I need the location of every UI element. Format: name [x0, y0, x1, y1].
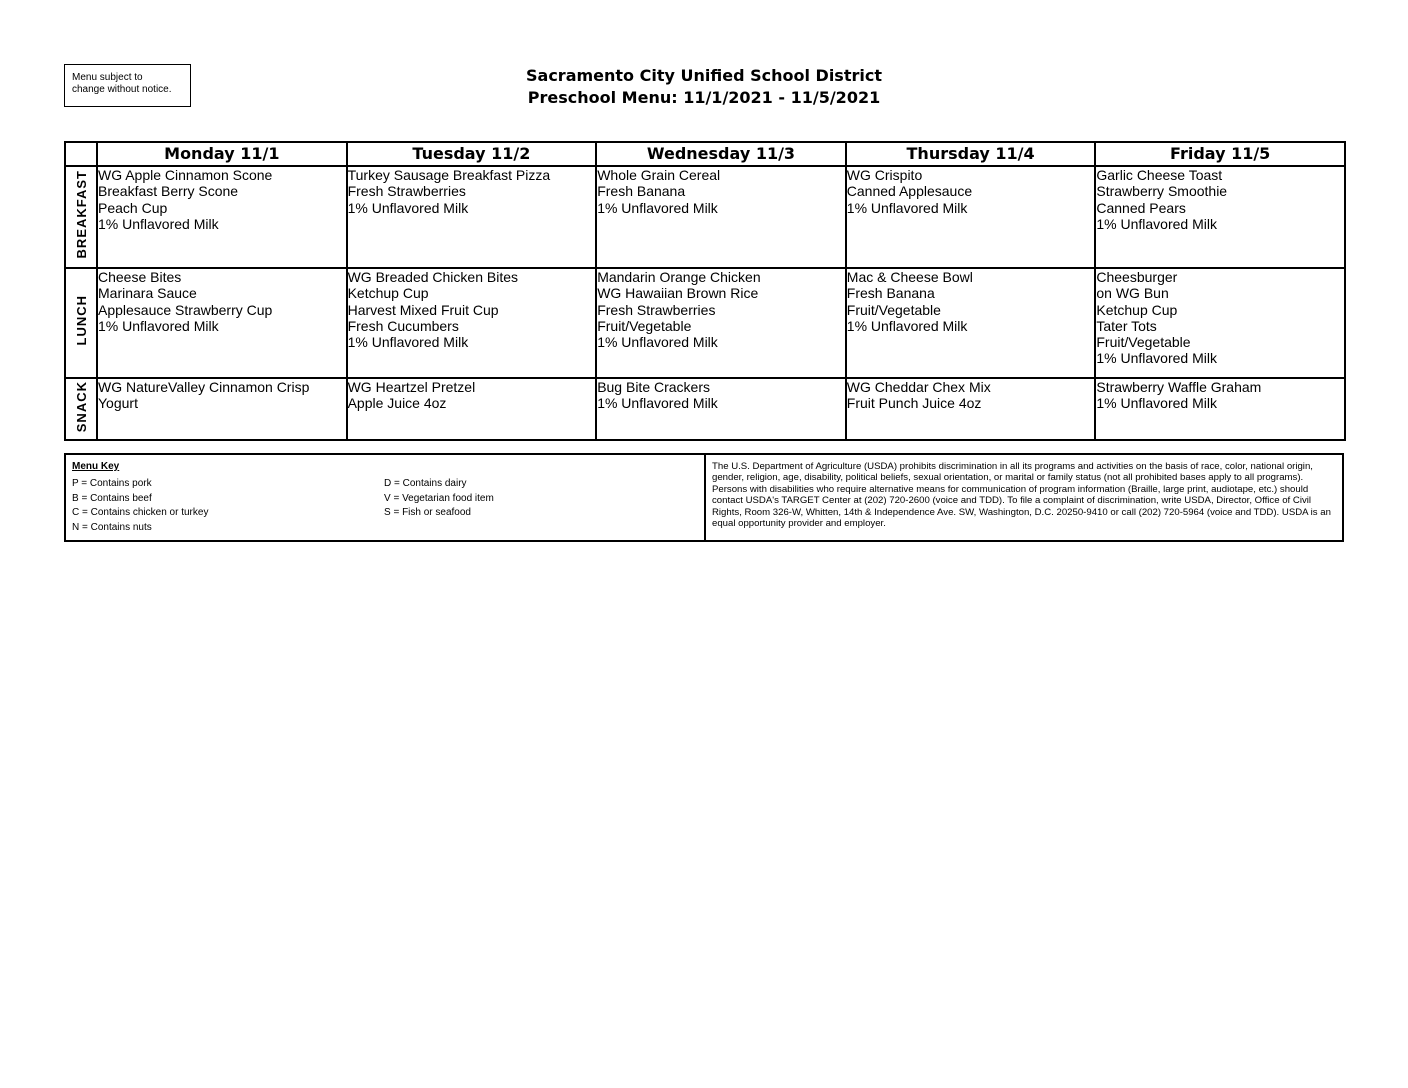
lunch-monday-cell [97, 268, 347, 378]
menu-item: Canned Pears [1096, 199, 1186, 216]
menu-item: Peach Cup [98, 199, 168, 216]
menu-item: 1% Unflavored Milk [846, 317, 968, 334]
menu-key [66, 455, 706, 540]
meal-label-cell [65, 378, 97, 440]
menu-item: Ketchup Cup [1096, 301, 1178, 318]
menu-item: 1% Unflavored Milk [98, 215, 219, 232]
menu-item: 1% Unflavored Milk [1096, 395, 1217, 412]
menu-item: Applesauce Strawberry Cup [98, 301, 273, 318]
menu-item: 1% Unflavored Milk [1096, 215, 1217, 232]
meal-label: LUNCH [73, 295, 89, 346]
menu-item: WG Cheddar Chex Mix [846, 379, 991, 395]
menu-key-entry: V = Vegetarian food item [384, 492, 494, 504]
menu-item: 1% Unflavored Milk [846, 199, 968, 216]
menu-item: WG Apple Cinnamon Scone [98, 167, 273, 183]
menu-item: Marinara Sauce [98, 285, 197, 302]
weekly-menu-table [64, 141, 1346, 441]
menu-item: Strawberry Waffle Graham [1096, 379, 1262, 395]
menu-item: Harvest Mixed Fruit Cup [347, 301, 499, 318]
menu-item: Tater Tots [1096, 317, 1157, 334]
meal-row-snack [65, 378, 1345, 440]
menu-item: Cheese Bites [98, 269, 182, 285]
menu-item: Fresh Banana [846, 285, 935, 302]
usda-nondiscrimination-statement: The U.S. Department of Agriculture (USDA) prohibits discrimination in all its programs and activities on the basis of race, color, national origin, gender, religion, age, disability, political beliefs, sexual orientation, or marital or family status (not all prohibited bases apply to all programs). Persons with disabilities who require alternative means for communication of program information (Braille, large print, audiotape, etc.) should contact USDA's TARGET Center at (202) 720-2600 (voice and TDD). To file a complaint of discrimination, write USDA, Director, Office of Civil Rights, Room 326-W, Whitten, 14th & Independence Ave. SW, Washington, D.C. 20250-9410 or call (202) 720-5964 (voice and TDD). USDA is an equal opportunity provider and employer. [712, 461, 1331, 530]
day-header-row [65, 142, 1345, 166]
menu-key-entry: B = Contains beef [72, 492, 152, 504]
notice-line-1: Menu subject to [72, 72, 143, 83]
menu-item: 1% Unflavored Milk [347, 334, 469, 351]
menu-item: Turkey Sausage Breakfast Pizza [347, 167, 551, 183]
menu-item: WG Heartzel Pretzel [347, 379, 476, 395]
menu-item: Fruit/Vegetable [1096, 334, 1191, 351]
menu-item: WG Hawaiian Brown Rice [597, 285, 759, 302]
menu-key-entry: C = Contains chicken or turkey [72, 507, 209, 519]
snack-wednesday-cell [596, 378, 846, 440]
day-header-thursday: Thursday 11/4 [846, 142, 1096, 166]
snack-friday-cell [1095, 378, 1345, 440]
lunch-tuesday-cell [347, 268, 597, 378]
notice-line-2: change without notice. [72, 84, 172, 95]
corner-cell [65, 142, 97, 166]
menu-item: Whole Grain Cereal [597, 167, 721, 183]
lunch-friday-cell [1095, 268, 1345, 378]
breakfast-friday-cell [1095, 166, 1345, 268]
menu-key-entry: S = Fish or seafood [384, 507, 471, 519]
menu-item: Ketchup Cup [347, 285, 429, 302]
menu-item: Fresh Banana [597, 183, 686, 200]
menu-item: Bug Bite Crackers [597, 379, 711, 395]
meal-row-breakfast [65, 166, 1345, 268]
menu-item: Canned Applesauce [846, 183, 973, 200]
snack-monday-cell [97, 378, 347, 440]
menu-item: Mac & Cheese Bowl [846, 269, 973, 285]
menu-item: on WG Bun [1096, 285, 1169, 302]
breakfast-tuesday-cell [347, 166, 597, 268]
menu-item: Fruit Punch Juice 4oz [846, 395, 982, 412]
meal-label: BREAKFAST [73, 170, 89, 259]
menu-item: Yogurt [98, 395, 138, 412]
menu-item: 1% Unflavored Milk [597, 334, 718, 351]
menu-item: Garlic Cheese Toast [1096, 167, 1223, 183]
menu-item: 1% Unflavored Milk [98, 317, 219, 334]
day-header-monday: Monday 11/1 [97, 142, 347, 166]
menu-key-column-1 [72, 477, 208, 536]
meal-row-lunch [65, 268, 1345, 378]
day-header-wednesday: Wednesday 11/3 [596, 142, 846, 166]
breakfast-thursday-cell [846, 166, 1096, 268]
menu-item: Breakfast Berry Scone [98, 183, 239, 200]
menu-item: WG Breaded Chicken Bites [347, 269, 518, 285]
menu-key-title: Menu Key [72, 461, 120, 472]
menu-item: Fruit/Vegetable [846, 301, 941, 318]
menu-item: Mandarin Orange Chicken [597, 269, 761, 285]
menu-item: Fresh Strawberries [597, 301, 716, 318]
day-header-tuesday: Tuesday 11/2 [347, 142, 597, 166]
menu-item: Apple Juice 4oz [347, 395, 447, 412]
menu-item: Cheesburger [1096, 269, 1178, 285]
breakfast-monday-cell [97, 166, 347, 268]
day-header-friday: Friday 11/5 [1095, 142, 1345, 166]
menu-item: 1% Unflavored Milk [1096, 350, 1217, 367]
menu-title: Preschool Menu: 11/1/2021 - 11/5/2021 [527, 88, 881, 107]
menu-key-entry: D = Contains dairy [384, 478, 467, 489]
menu-key-entry: N = Contains nuts [72, 522, 152, 534]
menu-item: Fresh Cucumbers [347, 317, 459, 334]
breakfast-wednesday-cell [596, 166, 846, 268]
menu-item: 1% Unflavored Milk [597, 199, 718, 216]
menu-item: WG NatureValley Cinnamon Crisp [98, 379, 310, 395]
menu-item: Fresh Strawberries [347, 183, 466, 200]
menu-item: Fruit/Vegetable [597, 317, 692, 334]
snack-tuesday-cell [347, 378, 597, 440]
footer-panel [64, 453, 1344, 542]
district-title: Sacramento City Unified School District [526, 66, 882, 85]
meal-label: SNACK [73, 380, 89, 433]
menu-item: 1% Unflavored Milk [597, 395, 718, 412]
snack-thursday-cell [846, 378, 1096, 440]
menu-item: Strawberry Smoothie [1096, 183, 1228, 200]
menu-key-column-2 [384, 477, 494, 521]
menu-key-entry: P = Contains pork [72, 478, 152, 489]
meal-label-cell [65, 166, 97, 268]
menu-item: WG Crispito [846, 167, 923, 183]
meal-label-cell [65, 268, 97, 378]
menu-item: 1% Unflavored Milk [347, 199, 469, 216]
lunch-wednesday-cell [596, 268, 846, 378]
lunch-thursday-cell [846, 268, 1096, 378]
